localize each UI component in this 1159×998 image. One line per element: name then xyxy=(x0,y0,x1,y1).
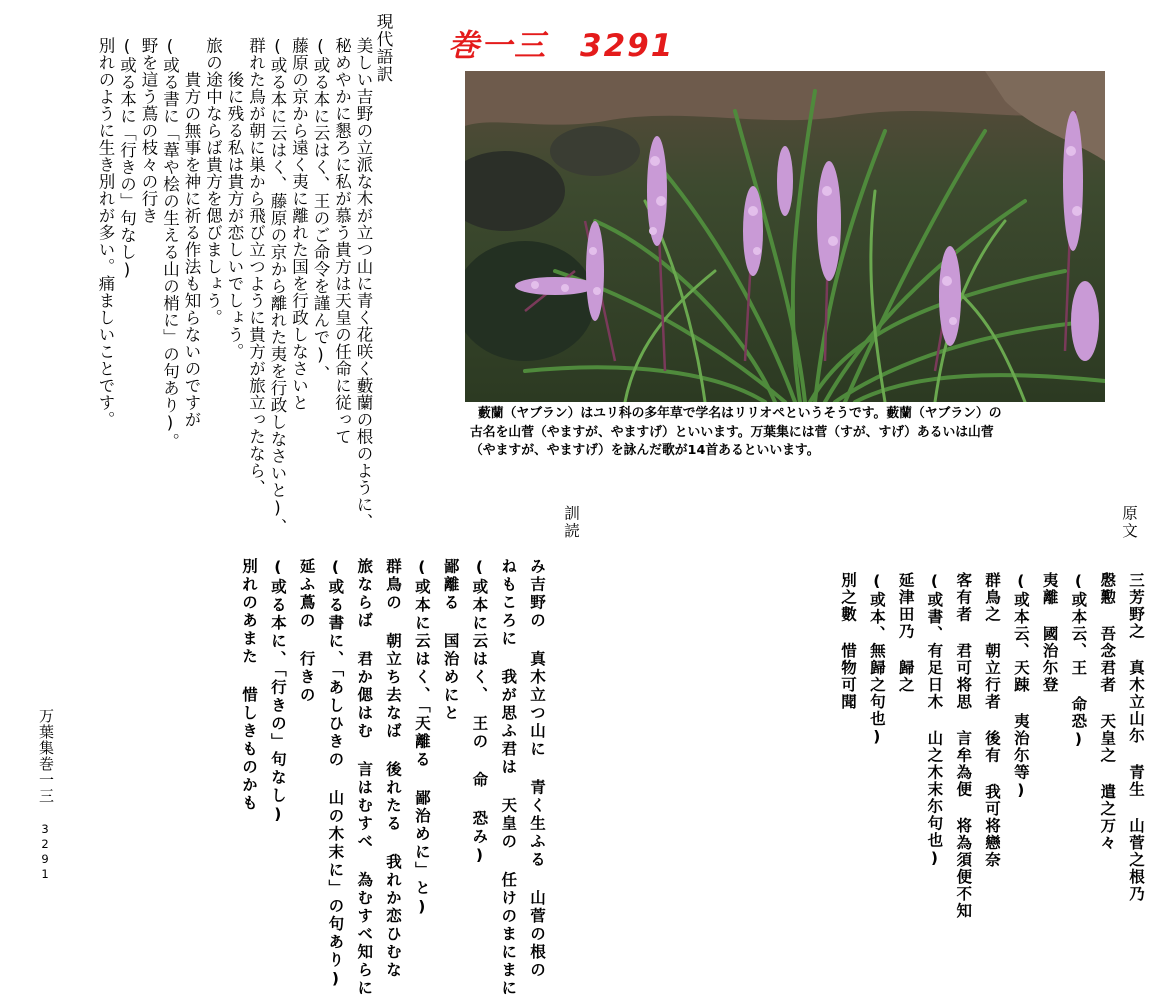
modern-line: (或る本に云はく、藤原の京から離れた夷を行政しなさいと)、 xyxy=(268,37,287,535)
reading-label: 訓読 xyxy=(562,505,580,540)
reading-line: 鄙離る 国治めにと xyxy=(441,558,460,723)
modern-line: (或る本に云はく、王のご命令を謹んで)、 xyxy=(311,37,330,382)
reading-text xyxy=(81,558,551,998)
modern-line: 野を這う蔦の枝々の行き xyxy=(139,37,158,224)
original-line: 客有者 君可将思 言牟為便 将為須便不知 xyxy=(954,572,973,920)
modern-line: 別れのように生き別れが多い。痛ましいことです。 xyxy=(96,37,115,428)
reading-line: (或る本に、「行きの」句なし) xyxy=(268,558,287,826)
reading-line: (或本に云はく、 王の 命 恐み) xyxy=(470,558,489,867)
modern-line: 群れた鳥が朝に巣から飛び立つように貴方が旅立ったなら、 xyxy=(246,37,266,496)
modern-line: 後に残る私は貴方が恋しいでしょう。 xyxy=(225,37,244,360)
original-line: 三芳野之 真木立山尓 青生 山菅之根乃 xyxy=(1127,572,1145,903)
caption-line: （やますが、やますげ）を詠んだ歌が14首あるといいます。 xyxy=(470,443,820,458)
original-line: (或書、有足日木 山之木末尓句也) xyxy=(925,572,944,869)
modern-line: 美しい吉野の立派な木が立つ山に青く花咲く藪蘭の根のように、 xyxy=(354,37,373,530)
source-label: 万葉集巻一三 xyxy=(37,708,55,804)
modern-line: 藤原の京から遠く夷に離れた国を行政しなさいと xyxy=(289,37,309,411)
reading-line: ねもころに 我が思ふ君は 天皇の 任けのまにまに xyxy=(499,558,518,998)
reading-line: (或る書に、「あしひきの 山の木末に」の句あり) xyxy=(326,558,345,990)
reading-line: (或本に云はく、「天離る 鄙治めに」と) xyxy=(412,558,431,918)
modern-translation xyxy=(58,37,374,535)
original-line: 別之數 惜物可聞 xyxy=(839,572,858,711)
liriope-illustration xyxy=(465,71,1105,402)
original-line: 群鳥之 朝立行者 後有 我可将戀奈 xyxy=(983,572,1002,869)
modern-line: 秘めやかに懇ろに私が慕う貴方は天皇の任命に従って xyxy=(332,37,352,445)
modern-line: 旅の途中ならば貴方を偲びましょう。 xyxy=(203,37,223,326)
original-line: (或本云、王 命恐) xyxy=(1069,572,1088,750)
reading-line: 旅ならば 君か偲はむ 言はむすべ 為むすべ知らに xyxy=(355,558,374,998)
photo-caption xyxy=(470,405,1140,461)
modern-line: (或る書に「葦や桧の生える山の梢に」の句あり)。 xyxy=(160,37,180,450)
modern-line: 貴方の無事を神に祈る作法も知らないのですが xyxy=(182,37,201,428)
caption-line: 藪蘭（ヤブラン）はユリ科の多年草で学名はリリオペというそうです。藪蘭（ヤブラン）の xyxy=(478,406,1002,421)
reading-line: 延ふ蔦の 行きの xyxy=(297,558,316,705)
caption-line: 古名を山菅（やますが、やますげ）といいます。万葉集には菅（すが、すげ）あるいは山菅 xyxy=(470,424,994,440)
page-title: 巻一三 3291 xyxy=(448,28,675,64)
reading-line: 群鳥の 朝立ち去なば 後れたる 我れか恋ひむな xyxy=(384,558,403,980)
modern-translation-label: 現代語訳 xyxy=(374,13,393,83)
reading-line: み吉野の 真木立つ山に 青く生ふる 山菅の根の xyxy=(528,558,546,980)
original-line: 慇懃 吾念君者 天皇之 遣之万々 xyxy=(1098,572,1117,852)
reading-line: 別れのあまた 惜しきものかも xyxy=(240,558,259,813)
poem-number: 3291 xyxy=(38,822,52,882)
original-line: 延津田乃 歸之 xyxy=(896,572,915,694)
original-line: 夷離 國治尓登 xyxy=(1040,572,1059,694)
modern-line: (或る本に「行きの」句なし) xyxy=(117,37,137,280)
yaburan-photo xyxy=(465,71,1105,402)
original-line: (或本云、天踈 夷治尓等) xyxy=(1011,572,1030,801)
original-line: (或本、無歸之句也) xyxy=(867,572,886,747)
original-text-label: 原文 xyxy=(1120,505,1138,540)
original-text xyxy=(630,572,1150,942)
